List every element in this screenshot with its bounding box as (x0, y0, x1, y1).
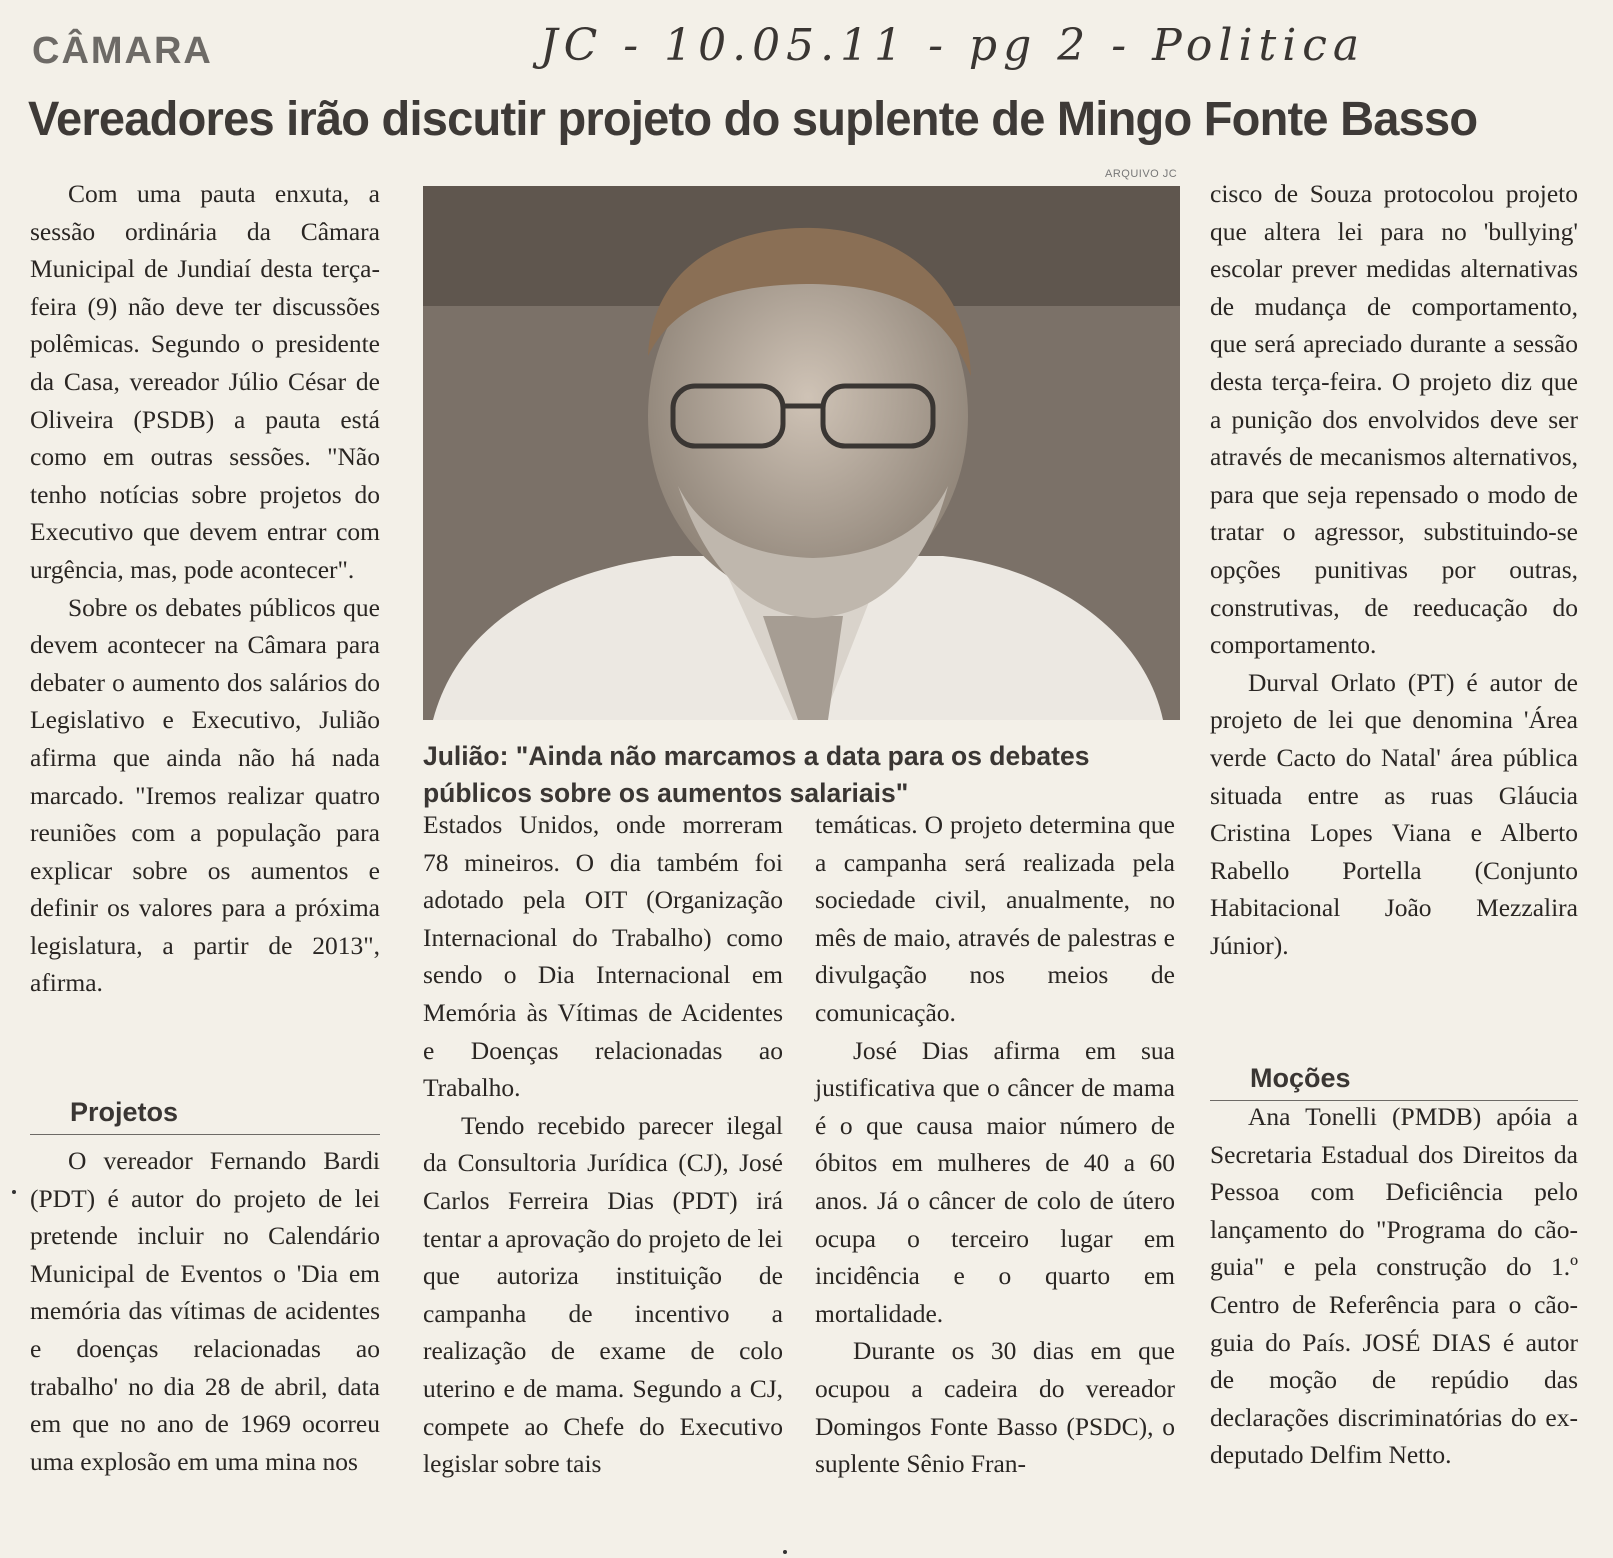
paragraph-7: Durval Orlato (PT) é autor de projeto de lei que denomina 'Área verde Cacto do Natal' área pública situada entre as ruas Gláucia Cristina Lopes Viana e Alberto Rabello Portella (Conjunto Habitacional João Mezzalira Júnior). (1210, 667, 1578, 960)
subhead-mocoes: Moções (1210, 1063, 1578, 1101)
print-dot (12, 1190, 16, 1194)
headline: Vereadores irão discutir projeto do suplente de Mingo Fonte Basso (28, 93, 1478, 146)
column-2 (423, 806, 783, 1483)
column-3 (815, 806, 1175, 1483)
paragraph-5: José Dias afirma em sua justificativa que o câncer de mama é o que causa maior número de óbitos em mulheres de 40 a 60 anos. Já o câncer de colo de útero ocupa o terceiro lugar em incidência e o quarto em mortalidade. (815, 1035, 1175, 1328)
section-label: CÂMARA (32, 30, 213, 72)
paragraph-6: Durante os 30 dias em que ocupou a cadeira do vereador Domingos Fonte Basso (PSDC), o suplente Sênio Fran- (815, 1336, 1175, 1479)
paragraph-6-continued: cisco de Souza protocolou projeto que altera lei para no 'bullying' escolar prever medidas alternativas de mudança de comportamento, que será apreciado durante a sessão desta terça-feira. O projeto diz que a punição dos envolvidos deve ser através de mecanismos alternativos, para que seja repensado o modo de tratar o agressor, substituindo-se opções punitivas por outras, construtivas, de reeducação do comportamento. (1210, 179, 1578, 660)
paragraph-4-continued: temáticas. O projeto determina que a campanha será realizada pela sociedade civil, anualmente, no mês de maio, através de palestras e divulgação nos meios de comunicação. (815, 810, 1175, 1027)
column-1-bottom (30, 1142, 380, 1480)
subhead-projetos: Projetos (30, 1097, 380, 1135)
column-1-top (30, 175, 380, 1002)
portrait-illustration (423, 186, 1180, 720)
column-4-top (1210, 175, 1578, 964)
paragraph-2: Sobre os debates públicos que devem acontecer na Câmara para debater o aumento dos salários do Legislativo e Executivo, Julião afirma que ainda não há nada marcado. "Iremos realizar quatro reuniões com a população para explicar sobre os aumentos e definir os valores para a próxima legislatura, a partir de 2013", afirma. (30, 592, 380, 998)
paragraph-8: Ana Tonelli (PMDB) apóia a Secretaria Estadual dos Direitos da Pessoa com Deficiência pelo lançamento do "Programa do cão-guia" e pela construção do 1.º Centro de Referência para o cão-guia do País. JOSÉ DIAS é autor de moção de repúdio das declarações discriminatórias do ex-deputado Delfim Netto. (1210, 1102, 1578, 1470)
portrait-photo (423, 186, 1180, 720)
photo-credit: ARQUIVO JC (1105, 168, 1178, 180)
handwritten-note: JC - 10.05.11 - pg 2 - Politica (540, 20, 1366, 71)
paragraph-3-continued: Estados Unidos, onde morreram 78 mineiros. O dia também foi adotado pela OIT (Organização Internacional do Trabalho) como sendo o Dia Internacional em Memória às Vítimas de Acidentes e Doenças relacionadas ao Trabalho. (423, 810, 783, 1103)
paragraph-1: Com uma pauta enxuta, a sessão ordinária da Câmara Municipal de Jundiaí desta terça-feira (9) não deve ter discussões polêmicas. Segundo o presidente da Casa, vereador Júlio César de Oliveira (PSDB) a pauta está como em outras sessões. "Não tenho notícias sobre projetos do Executivo que devem entrar com urgência, mas, pode acontecer". (30, 179, 380, 584)
column-4-bottom (1210, 1098, 1578, 1474)
print-dot (783, 1550, 787, 1554)
photo-caption: Julião: "Ainda não marcamos a data para os debates públicos sobre os aumentos salariais" (423, 741, 1090, 808)
paragraph-4: Tendo recebido parecer ilegal da Consultoria Jurídica (CJ), José Carlos Ferreira Dias (PDT) irá tentar a aprovação do projeto de lei que autoriza instituição de campanha de incentivo a realização de exame de colo uterino e de mama. Segundo a CJ, compete ao Chefe do Executivo legislar sobre tais (423, 1110, 783, 1479)
paragraph-3: O vereador Fernando Bardi (PDT) é autor do projeto de lei pretende incluir no Calendário Municipal de Eventos o 'Dia em memória das vítimas de acidentes e doenças relacionadas ao trabalho' no dia 28 de abril, data em que no ano de 1969 ocorreu uma explosão em uma mina nos (30, 1146, 380, 1476)
